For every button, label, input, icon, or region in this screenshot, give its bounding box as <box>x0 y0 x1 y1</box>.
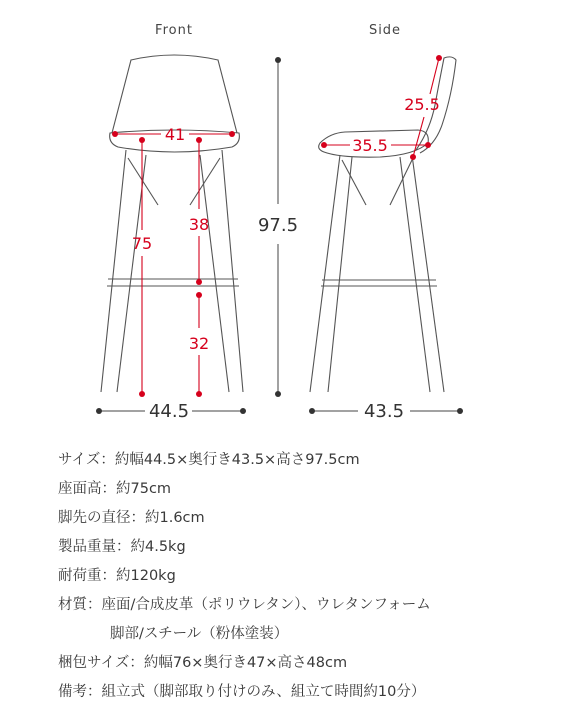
back-height-dot-top <box>436 55 442 61</box>
spec-list <box>58 446 558 707</box>
spec-seat-height: 座面高：約75cm <box>58 481 172 497</box>
lower-leg-dot-top <box>196 292 202 298</box>
side-depth-dot-left <box>309 408 315 414</box>
front-width-label: 44.5 <box>148 401 190 422</box>
upper-leg-dot-bottom <box>196 279 202 285</box>
front-red-dimensions <box>112 125 235 397</box>
spec-leg-diameter: 脚先の直径：約1.6cm <box>58 510 205 526</box>
side-leg-front <box>310 155 340 392</box>
front-width-dot-left <box>96 408 102 414</box>
side-depth-dimension <box>309 401 463 422</box>
spec-package-size: 梱包サイズ：約幅76×奥行き47×高さ48cm <box>58 655 348 671</box>
side-support-a <box>342 160 366 205</box>
front-leg-left <box>101 150 126 392</box>
side-view-title: Side <box>368 23 402 38</box>
spec-material-legs: 脚部/スチール（粉体塗装） <box>110 626 289 642</box>
seat-depth-dot-right <box>425 142 431 148</box>
front-view-chair <box>101 55 243 392</box>
front-support-a <box>128 158 158 205</box>
seat-height-label: 75 <box>131 234 153 253</box>
back-height-dot-bottom <box>410 154 416 160</box>
front-leg-right <box>222 150 243 392</box>
upper-leg-label: 38 <box>188 215 210 234</box>
side-depth-dot-right <box>457 408 463 414</box>
seat-depth-label: 35.5 <box>352 136 388 155</box>
total-height-label: 97.5 <box>257 215 299 236</box>
back-height-label: 25.5 <box>404 95 440 114</box>
front-view-title: Front <box>155 23 193 38</box>
front-backrest <box>112 55 237 133</box>
spec-load-capacity: 耐荷重：約120kg <box>58 568 176 584</box>
spec-notes: 備考：組立式（脚部取り付けのみ、組立て時間約10分） <box>58 684 426 700</box>
seat-height-dot-top <box>139 137 145 143</box>
side-leg-back-inner <box>400 157 430 392</box>
spec-weight: 製品重量：約4.5kg <box>58 539 186 555</box>
spec-size: サイズ：約幅44.5×奥行き43.5×高さ97.5cm <box>58 452 360 468</box>
side-leg-back <box>412 155 444 392</box>
upper-leg-dot-top <box>196 137 202 143</box>
lower-leg-dot-bottom <box>196 391 202 397</box>
seat-width-label: 41 <box>164 125 186 144</box>
side-leg-front-inner <box>328 157 352 392</box>
seat-depth-dot-left <box>321 142 327 148</box>
front-leg-inner-right <box>200 155 229 392</box>
seat-height-dot-bottom <box>139 391 145 397</box>
side-depth-label: 43.5 <box>363 401 405 422</box>
seat-width-dot-left <box>112 131 118 137</box>
side-red-dimensions <box>321 55 442 160</box>
total-height-dimension <box>258 57 298 397</box>
lower-leg-label: 32 <box>188 334 210 353</box>
seat-width-dot-right <box>229 131 235 137</box>
front-width-dot-right <box>240 408 246 414</box>
total-height-dot-bottom <box>275 391 281 397</box>
front-width-dimension <box>96 401 246 422</box>
spec-material: 材質：座面/合成皮革（ポリウレタン）、ウレタンフォーム <box>58 597 431 613</box>
total-height-dot-top <box>275 57 281 63</box>
